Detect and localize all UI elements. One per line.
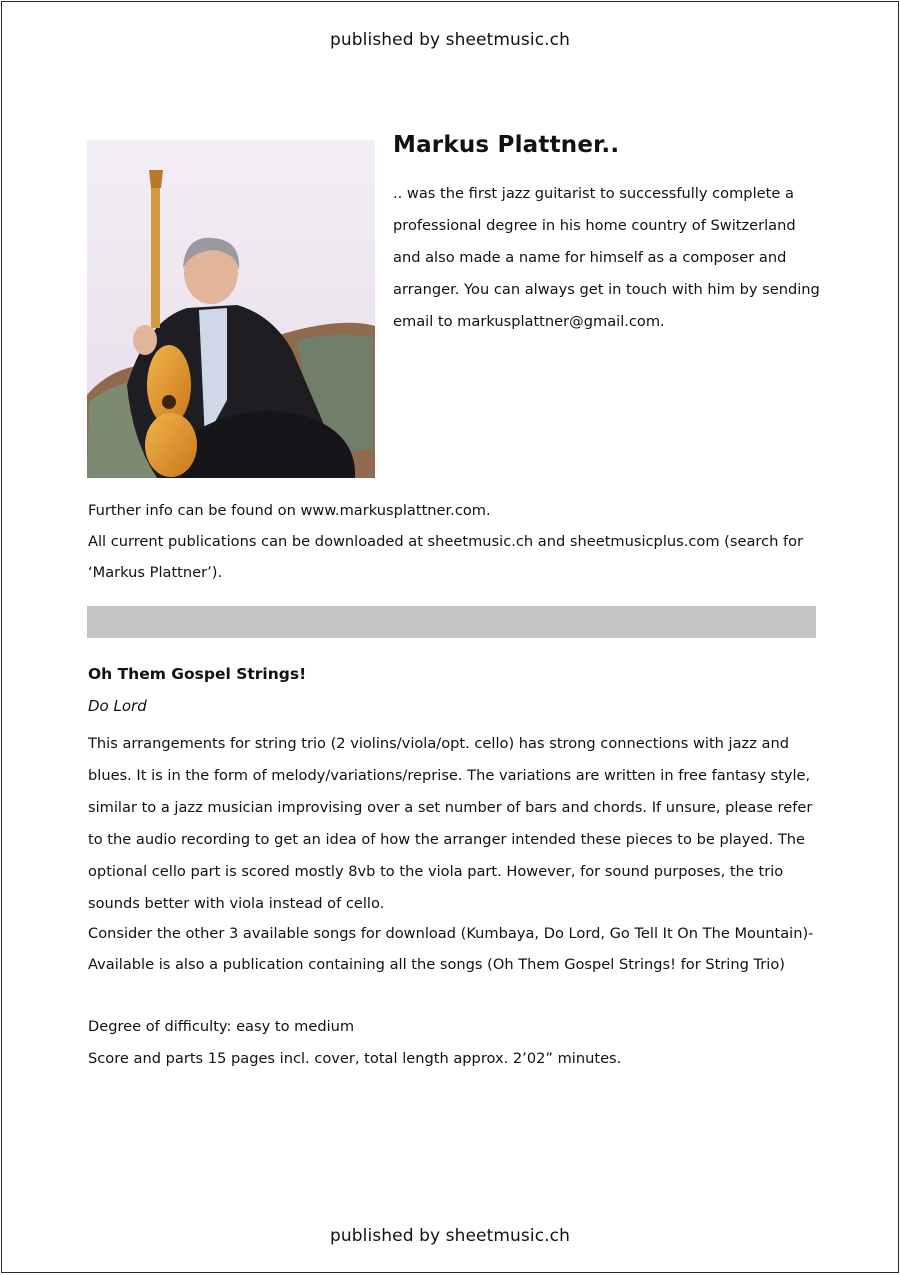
header-publisher: published by sheetmusic.ch [330,30,570,50]
publications-text: All current publications can be downloaded at sheetmusic.ch and sheetmusicplus.com (search for ‘Markus Plattner’). [88,533,804,581]
further-info-text: Further info can be found on www.markusplattner.com. [88,502,491,519]
more-info [88,495,818,588]
bio-text: .. was the first jazz guitarist to successfully complete a professional degree in his home country of Switzerland and also made a name for himself as a composer and arranger. You can always get in touch with him by sending email to markusplattner@gmail.com. [393,185,820,330]
bio-title: Markus Plattner.. [393,132,620,158]
section-divider-bar [87,606,816,638]
author-photo [87,140,375,478]
piece-section [88,662,818,1075]
difficulty-text: Degree of difficulty: easy to medium [88,1018,355,1035]
length-text: Score and parts 15 pages incl. cover, total length approx. 2’02” minutes. [88,1050,622,1067]
document-page [1,1,899,1273]
piece-title: Oh Them Gospel Strings! [88,665,307,683]
piece-description: This arrangements for string trio (2 violins/viola/opt. cello) has strong connections with jazz and blues. It is in the form of melody/variations/reprise. The variations are written in free fantasy style, similar to a jazz musician improvising over a set number of bars and chords. If unsure, please refer to the audio recording to get an idea of how the arranger intended these pieces to be played. The optional cello part is scored mostly 8vb to the viola part. However, for sound purposes, the trio sounds better with viola instead of cello. [88,735,813,912]
piece-details [88,1011,818,1075]
other-songs-text: Consider the other 3 available songs for download (Kumbaya, Do Lord, Go Tell It On The Mountain)- Available is also a publication containing all the songs (Oh Them Gospel Strings! for String Trio) [88,925,814,973]
footer-publisher: published by sheetmusic.ch [330,1226,570,1246]
piece-subtitle: Do Lord [88,697,147,715]
